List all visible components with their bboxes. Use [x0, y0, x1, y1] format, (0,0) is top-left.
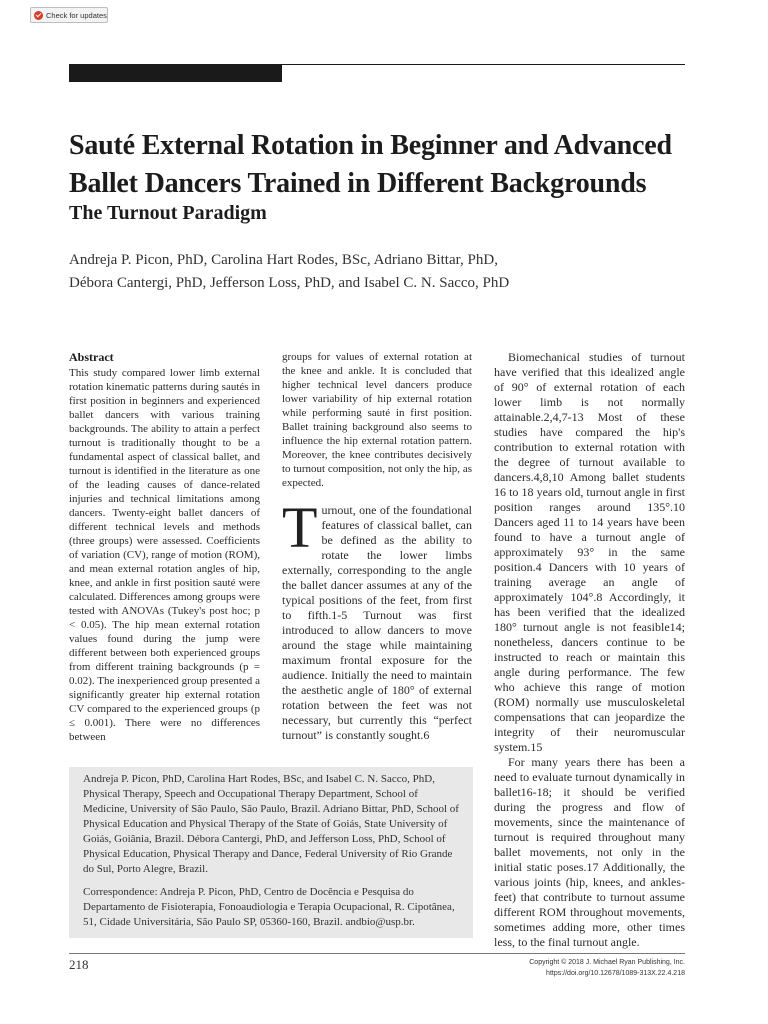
body-column-right: [494, 350, 685, 950]
article-title: Sauté External Rotation in Beginner and Advanced Ballet Dancers Trained in Different Backgrounds: [69, 130, 672, 199]
abstract-text: This study compared lower limb external rotation kinematic patterns during sautés in first position in beginners and experienced ballet dancers with various training backgrounds. The ability to attain a perfect turnout is traditionally thought to be a fundamental aspect of classical ballet, and turnout is identified in the literature as one of the leading causes of dance-related injuries and technical limitations among dancers. Twenty-eight ballet dancers of different technical levels and methods (three groups) were assessed. Coefficients of variation (CV), range of motion (ROM), and mean external rotation angles of hip, knee, and ankle in first position sauté were calculated. Differences among groups were tested with ANOVAs (Tukey's post hoc; p < 0.05). The hip mean external rotation values found during the jump were different between both experienced groups from different training backgrounds (p = 0.02). The inexperienced group presented a significantly greater hip external rotation CV compared to the experienced groups (p ≤ 0.001). There were no differences between: [69, 367, 260, 743]
affiliation-box: [69, 767, 473, 938]
correspondence-text: Correspondence: Andreja P. Picon, PhD, Centro de Docência e Pesquisa do Departamento de Fisioterapia, Fonoaudiologia e Terapia Ocupacional, R. Cipotânea, 51, Cidade Universitária, São Paulo SP, 05360-160, Brazil. andbio@usp.br.: [83, 886, 455, 928]
abstract-text-continued: groups for values of external rotation at the knee and ankle. It is concluded that higher technical level dancers produce lower variability of hip external rotation while performing sauté in first position. Ballet training background also seems to influence the hip external rotation pattern. Moreover, the knee contributes decisively to turnout composition, not only the hip, as expected.: [282, 351, 472, 489]
affiliation-text: Andreja P. Picon, PhD, Carolina Hart Rodes, BSc, and Isabel C. N. Sacco, PhD, Physical Therapy, Speech and Occupational Therapy Department, School of Medicine, University of São Paulo, São Paulo, Brazil. Adriano Bittar, PhD, School of Physical Education and Physical Therapy of the State of Goiás, State University of Goiás, Goiânia, Brazil. Débora Cantergi, PhD, and Jefferson Loss, PhD, School of Physical Education, Physical Therapy and Dance, Federal University of Rio Grande do Sul, Porto Alegre, Brazil.: [83, 773, 459, 875]
body-paragraph-2: For many years there has been a need to evaluate turnout dynamically in ballet16-18; it should be verified during the progress and flow of movements, since the maintenance of turnout is required throughout many ballet movements, not only in the initial static poses.17 Additionally, the various joints (hip, knees, and ankles-feet) that contribute to turnout assume different ROM throughout movements, sometimes adding more, other times less, to the final turnout angle.: [494, 755, 685, 949]
footer-rule: [69, 953, 685, 954]
doi-link[interactable]: https://doi.org/10.12678/1089-313X.22.4.218: [546, 970, 685, 977]
header-bar: [69, 64, 282, 82]
drop-cap: T: [282, 495, 318, 560]
introduction-text: urnout, one of the foundational features of classical ballet, can be defined as the ability to rotate the lower limbs externally, corresponding to the angle the ballet dancer assumes at any of the typical positions of the feet, from first to fifth.1-5 Turnout was first introduced to allow dancers to move around the stage while maintaining maximum frontal exposure for the audience. Initially the need to maintain the aesthetic angle of 180° of external rotation between the feet was not necessary, but currently this “perfect turnout” is constantly sought.6: [282, 503, 472, 742]
abstract-heading: Abstract: [69, 350, 114, 364]
abstract-column: [69, 350, 260, 744]
author-list: [69, 249, 689, 295]
check-for-updates-badge[interactable]: [30, 7, 108, 23]
check-circle-icon: [34, 11, 43, 20]
header-rule: [282, 64, 685, 65]
author-line-1: Andreja P. Picon, PhD, Carolina Hart Rodes, BSc, Adriano Bittar, PhD,: [69, 252, 498, 268]
author-line-2: Débora Cantergi, PhD, Jefferson Loss, PhD, and Isabel C. N. Sacco, PhD: [69, 275, 510, 291]
badge-label: Check for updates: [46, 10, 107, 20]
article-subtitle: The Turnout Paradigm: [69, 202, 267, 224]
copyright-text: Copyright © 2018 J. Michael Ryan Publishing, Inc.: [529, 959, 685, 966]
body-paragraph-1: Biomechanical studies of turnout have verified that this idealized angle of 90° of external rotation of each lower limb is not normally attainable.2,4,7-13 Most of these studies have compared the hip's contribution to external rotation with the degree of turnout available to dancers.4,8,10 Among ballet students 16 to 18 years old, turnout angle in first position ranges around 135°.10 Dancers aged 11 to 14 years have been found to have a turnout angle of approximately 93° in the same position.4 Dancers with 10 years of training average an angle of approximately 104°.8 Accordingly, it has been verified that the idealized 180° turnout angle is not feasible14; nonetheless, dancers continue to be instructed to reach or maintain this angle during performance. The few who achieve this range of motion (ROM) normally use musculoskeletal compensations that can jeopardize the integrity of their neuromuscular system.15: [494, 350, 685, 754]
page-number: 218: [69, 957, 89, 972]
copyright-block: [529, 957, 685, 979]
introduction-paragraph: [282, 495, 472, 743]
abstract-continued-column: [282, 350, 472, 490]
